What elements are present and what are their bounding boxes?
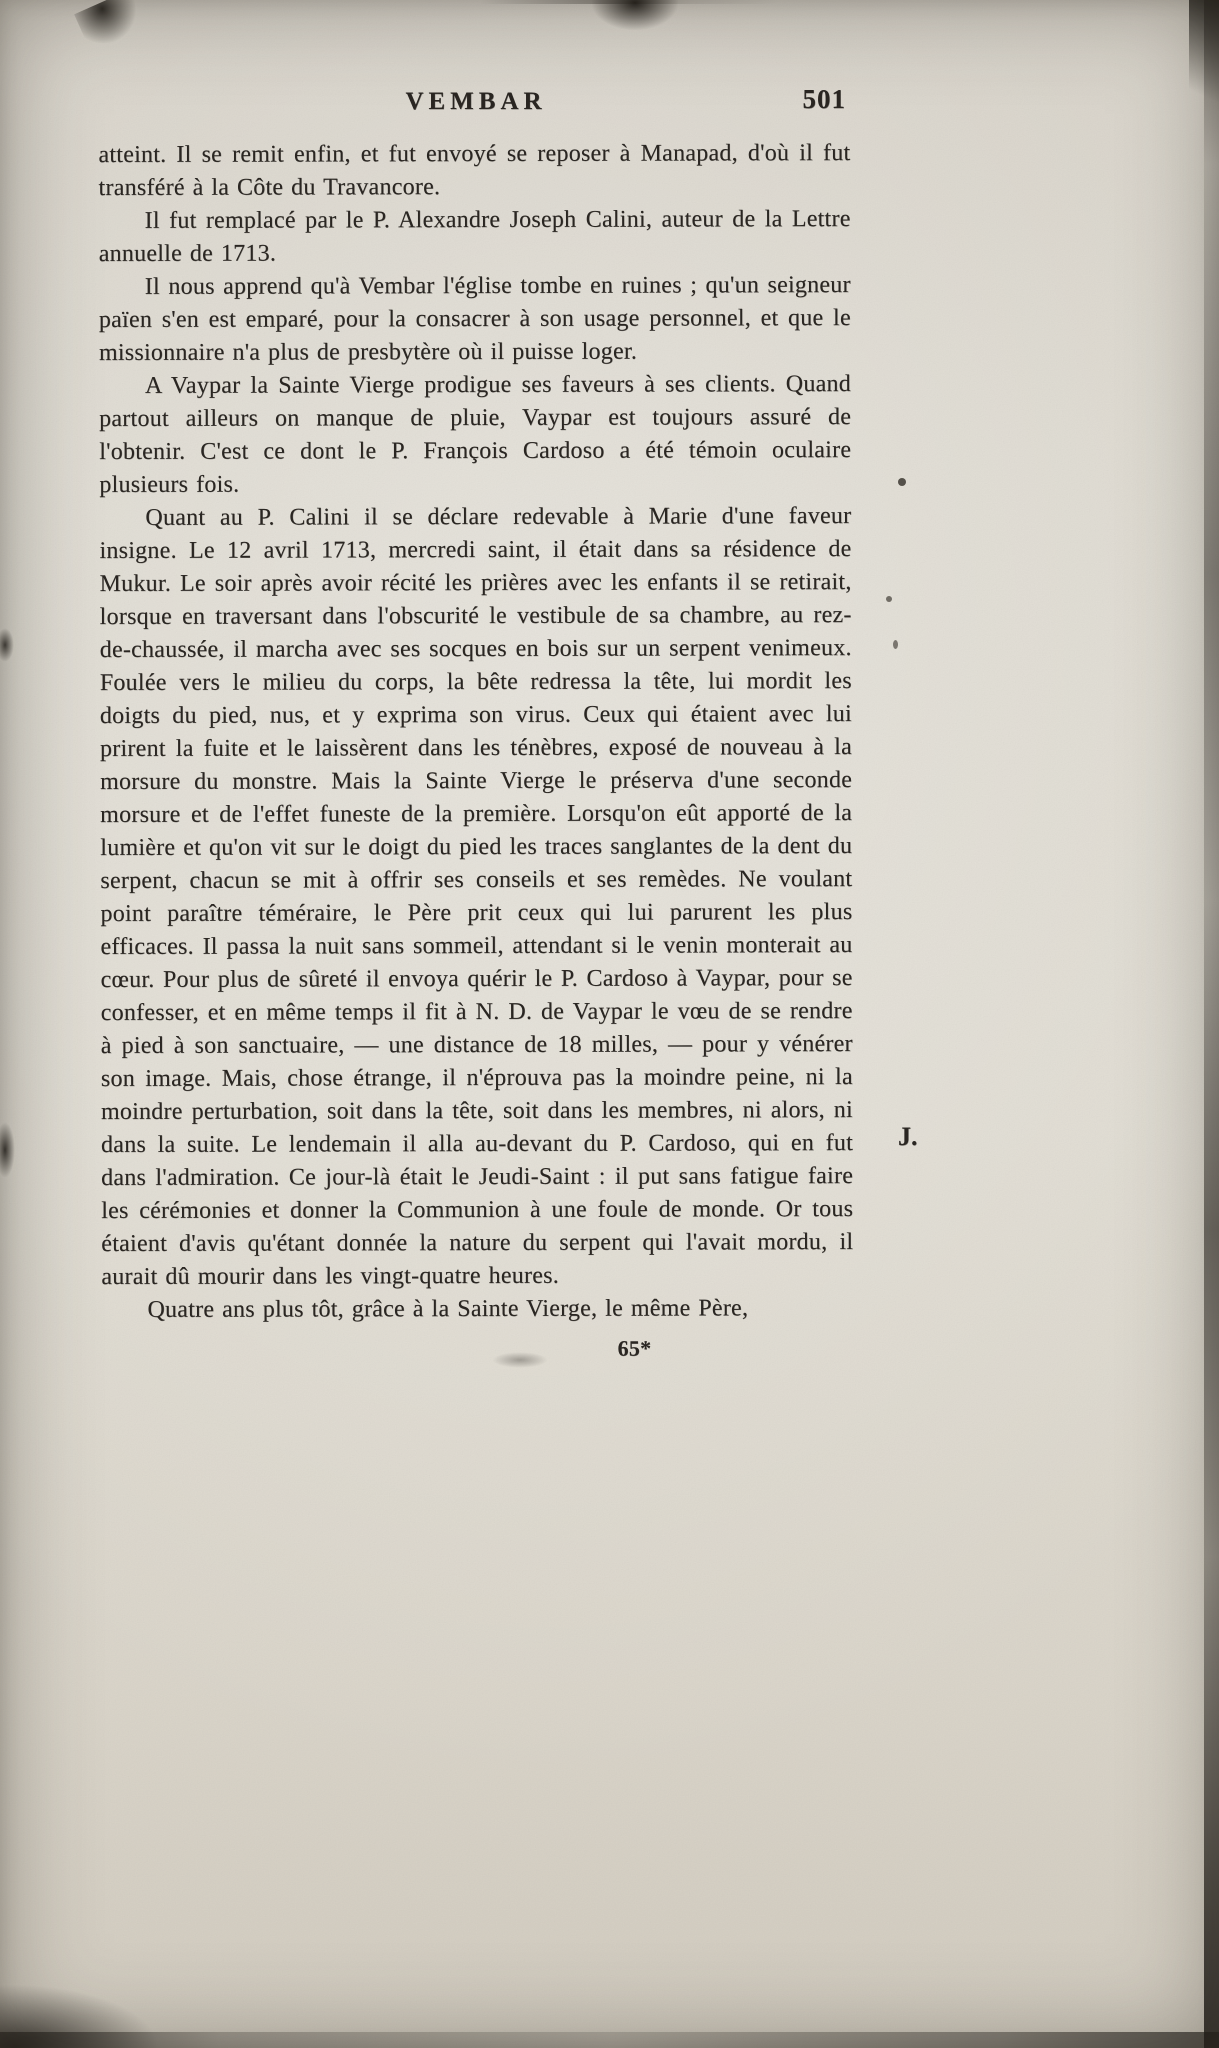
paragraph-continuation: atteint. Il se remit enfin, et fut envoyé se reposer à Manapad, d'où il fut transféré à la Côte du Travancore. [98, 140, 851, 201]
scan-shadow-bottom-left-corner [0, 1984, 160, 2048]
paragraph-4: A Vaypar la Sainte Vierge prodigue ses faveurs à ses clients. Quand partout ailleurs on manque de pluie, Vaypar est toujours assuré de l'obtenir. C'est ce dont le P. François Cardoso a été témoin oculaire plusieurs fois. [99, 371, 852, 498]
margin-stray-mark: J. [898, 1122, 918, 1151]
page-header [100, 84, 852, 124]
scan-shadow-bottom-edge [0, 2032, 1219, 2048]
scan-smudge-top-left [74, 0, 148, 53]
scan-speck-left-2 [0, 1122, 15, 1178]
scan-speck-right-2 [886, 596, 892, 602]
paragraph-2: Il fut remplacé par le P. Alexandre Joseph Calini, auteur de la Lettre annuelle de 1713. [98, 206, 851, 267]
paragraph-6: Quatre ans plus tôt, grâce à la Sainte Vierge, le même Père, [147, 1295, 749, 1323]
scan-smudge-top-center [592, 0, 678, 30]
running-header-title: VEMBAR [405, 88, 547, 115]
signature-mark: 65* [617, 1335, 652, 1361]
page-number: 501 [802, 84, 846, 114]
scan-shadow-top-right-corner [1189, 0, 1219, 130]
page-body-text [98, 137, 853, 1366]
paragraph-5: Quant au P. Calini il se déclare redevable à Marie d'une faveur insigne. Le 12 avril 1713, mercredi saint, il était dans sa résidence de Mukur. Le soir après avoir récité les prières avec les enfants il se retirait, lorsque en traversant dans l'obscurité le vestibule de sa chambre, au rez-de-chaussée, il marcha avec ses socques en bois sur un serpent venimeux. Foulée vers le milieu du corps, la bête redressa la tête, lui mordit les doigts du pied, nus, et y exprima son virus. Ceux qui étaient avec lui prirent la fuite et le laissèrent dans les ténèbres, exposé de nouveau à la morsure du monstre. Mais la Sainte Vierge le préserva d'une seconde morsure et de l'effet funeste de la première. Lorsqu'on eût apporté de la lumière et qu'on vit sur le doigt du pied les traces sanglantes de la dent du serpent, chacun se mit à offrir ses conseils et ses remèdes. Ne voulant point paraître téméraire, le Père prit ceux qui lui parurent les plus efficaces. Il passa la nuit sans sommeil, attendant si le venin monterait au cœur. Pour plus de sûreté il envoya quérir le P. Cardoso à Vaypar, pour se confesser, et en même temps il fit à N. D. de Vaypar le vœu de se rendre à pied à son sanctuaire, — une distance de 18 milles, — pour y vénérer son image. Mais, chose étrange, il n'éprouva pas la moindre peine, ni la moindre perturbation, soit dans la tête, soit dans les membres, ni alors, ni dans la suite. Le lendemain il alla au-devant du P. Cardoso, qui en fut dans l'admiration. Ce jour-là était le Jeudi-Saint : il put sans fatigue faire les cérémonies et donner la Communion à une foule de monde. Or tous étaient d'avis qu'étant donnée la nature du serpent qui l'avait mordu, il aurait dû mourir dans les vingt-quatre heures. [99, 503, 854, 1290]
paragraph-3: Il nous apprend qu'à Vembar l'église tombe en ruines ; qu'un seigneur païen s'en est emparé, pour la consacrer à son usage personnel, et que le missionnaire n'a plus de presbytère où il puisse loger. [98, 272, 851, 366]
scan-speck-right-3 [893, 640, 898, 649]
scan-shadow-right-edge [1204, 0, 1219, 2048]
scan-speck-right-1 [898, 478, 906, 486]
scan-hairline-top [480, 0, 780, 4]
scan-speck-left-1 [0, 628, 14, 662]
